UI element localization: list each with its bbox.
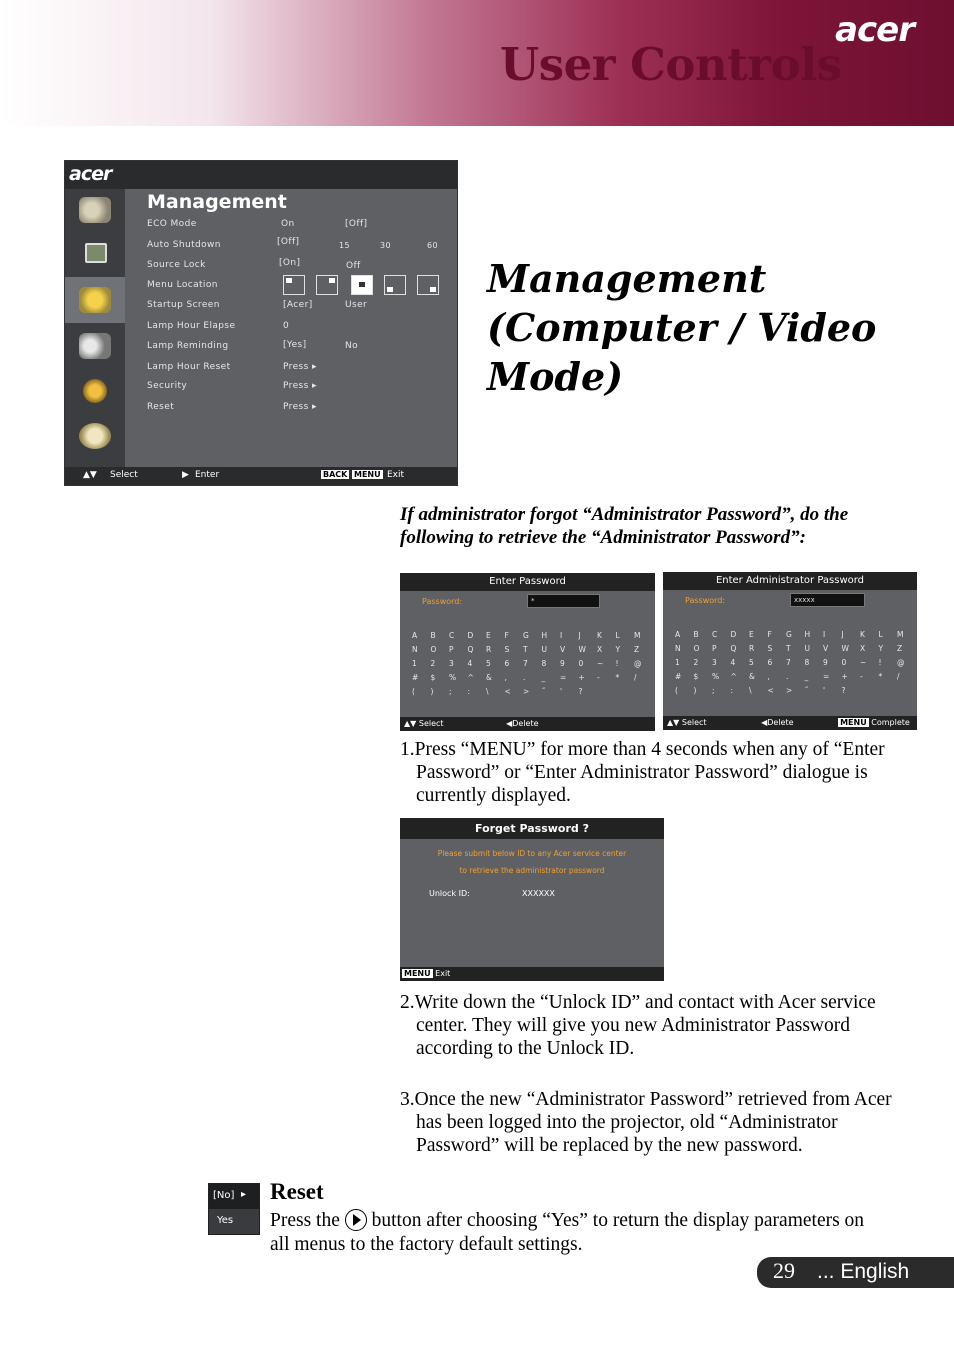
grid-character: + — [578, 673, 585, 682]
grid-character: ˝ — [541, 687, 546, 696]
grid-character: _ — [541, 673, 546, 682]
grid-character: U — [541, 645, 547, 654]
grid-character: ! — [878, 658, 882, 667]
forget-message-line-1: Please submit below ID to any Acer service center — [437, 849, 627, 858]
password-label: Password: — [685, 596, 726, 605]
select-label: Select — [681, 718, 707, 727]
grid-character: Y — [878, 644, 884, 653]
grid-character: ? — [578, 687, 583, 696]
osd-value: [Yes] — [283, 340, 307, 350]
osd-row-source-lock: Source Lock — [147, 260, 206, 270]
grid-character: - — [860, 672, 863, 681]
grid-character: = — [560, 673, 567, 682]
grid-character: ! — [615, 659, 619, 668]
grid-character: A — [675, 630, 681, 639]
grid-character: G — [523, 631, 529, 640]
grid-character: D — [467, 631, 474, 640]
osd-value: Press — [283, 402, 309, 412]
grid-character: W — [578, 645, 586, 654]
grid-character: J — [578, 631, 581, 640]
grid-character: W — [841, 644, 849, 653]
grid-character: C — [712, 630, 718, 639]
arrow-right-icon: ▸ — [241, 1189, 247, 1200]
grid-character: ( — [675, 686, 678, 695]
grid-character: Q — [467, 645, 474, 654]
back-arrow-icon: ◀ — [761, 718, 768, 727]
grid-character: N — [412, 645, 418, 654]
grid-character: Q — [730, 644, 737, 653]
grid-character: _ — [804, 672, 809, 681]
grid-character: 4 — [467, 659, 473, 668]
char-row-3 — [412, 659, 653, 668]
grid-character: 7 — [786, 658, 791, 667]
osd-row-eco-mode: ECO Mode — [147, 219, 197, 229]
grid-character: N — [675, 644, 681, 653]
osd-acer-logo: acer — [69, 163, 112, 185]
forget-message-line-2: to retrieve the administrator password — [459, 866, 605, 875]
grid-character: # — [675, 672, 682, 681]
select-label: Select — [418, 719, 444, 728]
osd-value: User — [345, 300, 368, 310]
grid-character: C — [449, 631, 455, 640]
grid-character: 4 — [730, 658, 736, 667]
grid-character: 0 — [578, 659, 584, 668]
grid-character: + — [841, 672, 848, 681]
osd-value: [Off] — [345, 219, 368, 229]
char-row-4 — [675, 672, 916, 681]
osd-bottom-bar — [65, 467, 457, 485]
grid-character: H — [541, 631, 548, 640]
acer-logo: acer — [835, 10, 914, 50]
section-title: Management (Computer / Video Mode) — [487, 256, 877, 399]
osd-value: 0 — [283, 321, 290, 331]
char-row-1 — [675, 630, 916, 639]
delete-label: Delete — [767, 718, 794, 727]
grid-character: ^ — [467, 673, 474, 682]
osd-exit-label: Exit — [387, 470, 405, 480]
osd-row-lamp-reminding: Lamp Reminding — [147, 341, 229, 351]
management-osd-screenshot — [64, 160, 458, 486]
grid-character: @ — [634, 659, 642, 668]
menu-location-bottom-right-icon — [417, 275, 439, 295]
menu-key: MENU — [840, 718, 867, 727]
grid-character: $ — [693, 672, 699, 681]
osd-value: On — [281, 219, 295, 229]
reset-osd-snippet — [208, 1183, 260, 1235]
grid-character: I — [823, 630, 826, 639]
grid-character: & — [749, 672, 755, 681]
osd-value: [Off] — [277, 237, 300, 247]
grid-character: 6 — [504, 659, 510, 668]
grid-character: M — [634, 631, 641, 640]
grid-character: ) — [693, 686, 697, 695]
grid-character: 7 — [523, 659, 528, 668]
grid-character: < — [504, 687, 511, 696]
dialog-title: Enter Password — [400, 573, 655, 591]
enter-password-dialog — [400, 573, 655, 731]
char-row-5 — [412, 687, 597, 696]
grid-character: T — [786, 644, 791, 653]
grid-character: F — [767, 630, 772, 639]
grid-character: ' — [560, 687, 563, 696]
unlock-id-value: XXXXXX — [522, 889, 555, 898]
grid-character: 6 — [767, 658, 773, 667]
password-label: Password: — [422, 597, 463, 606]
grid-character: J — [841, 630, 844, 639]
option-yes-label: Yes — [217, 1215, 234, 1226]
unlock-id-label: Unlock ID: — [429, 889, 470, 898]
arrow-right-icon: ▸ — [311, 362, 317, 372]
grid-character: ~ — [860, 658, 867, 667]
grid-character: A — [412, 631, 418, 640]
grid-character: * — [878, 672, 883, 681]
grid-character: $ — [430, 673, 436, 682]
grid-character: K — [597, 631, 602, 640]
reset-text-before: Press the — [270, 1210, 340, 1231]
grid-character: O — [693, 644, 700, 653]
menu-key: MENU — [354, 470, 381, 479]
grid-character: & — [486, 673, 492, 682]
up-down-icon: ▲▼ — [667, 718, 680, 727]
grid-character: F — [504, 631, 509, 640]
char-row-2 — [412, 645, 653, 654]
enter-admin-password-dialog — [663, 572, 917, 730]
grid-character: P — [712, 644, 717, 653]
image-icon — [85, 243, 107, 263]
grid-character: O — [430, 645, 437, 654]
osd-row-menu-location: Menu Location — [147, 280, 218, 290]
osd-row-reset: Reset — [147, 402, 175, 412]
page-title: User Controls — [500, 38, 842, 91]
osd-value: No — [345, 341, 359, 351]
grid-character: 5 — [486, 659, 491, 668]
grid-character: V — [560, 645, 566, 654]
osd-press-value — [283, 381, 317, 391]
osd-press-value — [283, 402, 317, 412]
step-1-text: 1.Press “MENU” for more than 4 seconds when any of “Enter Password” or “Enter Administrator Password” dialogue is currently displayed. — [400, 739, 885, 806]
color-palette-icon — [79, 197, 111, 223]
osd-value: 60 — [427, 241, 438, 250]
menu-location-top-left-icon — [283, 275, 305, 295]
grid-character: B — [430, 631, 436, 640]
grid-character: S — [767, 644, 773, 653]
grid-character: 9 — [823, 658, 828, 667]
grid-character: E — [749, 630, 754, 639]
dialog-title: Forget Password ? — [400, 818, 664, 839]
osd-value: [Acer] — [283, 300, 313, 310]
grid-character: - — [597, 673, 600, 682]
grid-character: Y — [615, 645, 621, 654]
dialog-bottom-bar — [663, 716, 917, 730]
osd-value: Press — [283, 381, 309, 391]
grid-character: M — [897, 630, 904, 639]
page-number: 29 — [773, 1258, 795, 1283]
grid-character: L — [615, 631, 620, 640]
grid-character: V — [823, 644, 829, 653]
step-2-text: 2.Write down the “Unlock ID” and contact with Acer service center. They will give you new Administrator Password according to the Unlock ID. — [400, 992, 876, 1059]
grid-character: 3 — [449, 659, 454, 668]
grid-character: P — [449, 645, 454, 654]
osd-row-startup-screen: Startup Screen — [147, 300, 220, 310]
management-tools-icon — [79, 287, 111, 313]
grid-character: 9 — [560, 659, 565, 668]
grid-character: \ — [749, 686, 752, 695]
grid-character: 1 — [412, 659, 417, 668]
grid-character: ˝ — [804, 686, 809, 695]
speaker-icon — [79, 333, 111, 359]
osd-press-value — [283, 362, 317, 372]
grid-character: ) — [430, 687, 434, 696]
forgot-password-intro: If administrator forgot “Administrator Password”, do the following to retrieve the “Administrator Password”: — [400, 504, 849, 548]
grid-character: Z — [634, 645, 640, 654]
grid-character: # — [412, 673, 419, 682]
page-footer — [757, 1257, 954, 1288]
menu-location-top-right-icon — [316, 275, 338, 295]
grid-character: @ — [897, 658, 905, 667]
osd-top-bar — [65, 161, 457, 189]
grid-character: B — [693, 630, 699, 639]
osd-enter-label: Enter — [195, 470, 220, 480]
grid-character: 5 — [749, 658, 754, 667]
grid-character: H — [804, 630, 811, 639]
password-field: * — [527, 594, 600, 608]
osd-value: Press — [283, 362, 309, 372]
grid-character: T — [523, 645, 528, 654]
dialog-bottom-bar — [400, 967, 664, 981]
reset-heading: Reset — [270, 1179, 324, 1204]
grid-character: . — [523, 673, 526, 682]
reset-option-no — [209, 1184, 259, 1209]
reset-text-after: button after choosing “Yes” to return the display parameters on all menus to the factory default settings. — [270, 1210, 865, 1255]
grid-character: / — [634, 673, 637, 682]
char-row-2 — [675, 644, 916, 653]
osd-value: 30 — [380, 241, 391, 250]
grid-character: 3 — [712, 658, 717, 667]
osd-heading: Management — [147, 191, 287, 213]
grid-character: 0 — [841, 658, 847, 667]
back-key: BACK — [323, 470, 348, 479]
grid-character: * — [615, 673, 620, 682]
osd-value: 15 — [339, 241, 350, 250]
forget-password-dialog — [400, 818, 664, 981]
osd-row-lamp-hour-elapse: Lamp Hour Elapse — [147, 321, 236, 331]
osd-row-security: Security — [147, 381, 188, 391]
grid-character: 8 — [804, 658, 810, 667]
osd-row-auto-shutdown: Auto Shutdown — [147, 240, 221, 250]
complete-label: Complete — [871, 718, 910, 727]
dialog-title: Enter Administrator Password — [663, 572, 917, 590]
grid-character: ? — [841, 686, 846, 695]
dialog-bottom-bar — [400, 717, 655, 731]
grid-character: 2 — [693, 658, 699, 667]
char-row-5 — [675, 686, 860, 695]
grid-character: X — [860, 644, 866, 653]
up-down-icon: ▲▼ — [83, 470, 97, 480]
grid-character: : — [730, 686, 734, 695]
grid-character: K — [860, 630, 865, 639]
grid-character: % — [712, 672, 720, 681]
grid-character: 8 — [541, 659, 547, 668]
admin-password-field: xxxxx — [790, 593, 865, 607]
right-button-icon — [345, 1209, 367, 1231]
grid-character: X — [597, 645, 603, 654]
grid-character: , — [767, 672, 770, 681]
grid-character: < — [767, 686, 774, 695]
language-icon — [79, 423, 111, 449]
grid-character: / — [897, 672, 900, 681]
back-arrow-icon: ◀ — [506, 719, 513, 728]
delete-label: Delete — [512, 719, 539, 728]
grid-character: . — [786, 672, 789, 681]
step-3-text: 3.Once the new “Administrator Password” retrieved from Acer has been logged into the projector, old “Administrator Password” will be replaced by the new password. — [400, 1089, 892, 1156]
grid-character: G — [786, 630, 792, 639]
grid-character: ( — [412, 687, 415, 696]
menu-key: MENU — [404, 969, 431, 978]
grid-character: U — [804, 644, 810, 653]
osd-value: [On] — [279, 258, 301, 268]
char-row-3 — [675, 658, 916, 667]
grid-character: = — [823, 672, 830, 681]
page-language: ... English — [817, 1260, 910, 1283]
grid-character: R — [486, 645, 492, 654]
grid-character: D — [730, 630, 737, 639]
grid-character: \ — [486, 687, 489, 696]
grid-character: ~ — [597, 659, 604, 668]
grid-character: I — [560, 631, 563, 640]
grid-character: > — [786, 686, 793, 695]
right-icon: ▶ — [182, 470, 189, 480]
up-down-icon: ▲▼ — [404, 719, 417, 728]
arrow-right-icon: ▸ — [311, 402, 317, 412]
char-row-1 — [412, 631, 653, 640]
menu-location-center-icon — [351, 275, 373, 295]
reset-description — [270, 1209, 870, 1257]
timer-icon — [83, 379, 107, 403]
grid-character: ^ — [730, 672, 737, 681]
grid-character: , — [504, 673, 507, 682]
grid-character: E — [486, 631, 491, 640]
grid-character: % — [449, 673, 457, 682]
grid-character: 2 — [430, 659, 436, 668]
grid-character: ; — [712, 686, 715, 695]
menu-location-bottom-left-icon — [384, 275, 406, 295]
char-row-4 — [412, 673, 653, 682]
arrow-right-icon: ▸ — [311, 381, 317, 391]
osd-row-lamp-hour-reset: Lamp Hour Reset — [147, 362, 231, 372]
grid-character: R — [749, 644, 755, 653]
grid-character: L — [878, 630, 883, 639]
osd-select-label: Select — [110, 470, 138, 480]
grid-character: ' — [823, 686, 826, 695]
grid-character: ; — [449, 687, 452, 696]
grid-character: 1 — [675, 658, 680, 667]
grid-character: > — [523, 687, 530, 696]
exit-label: Exit — [435, 969, 451, 978]
grid-character: : — [467, 687, 471, 696]
grid-character: S — [504, 645, 510, 654]
option-no-label: [No] — [213, 1190, 235, 1201]
grid-character: Z — [897, 644, 903, 653]
osd-value: Off — [346, 261, 361, 271]
